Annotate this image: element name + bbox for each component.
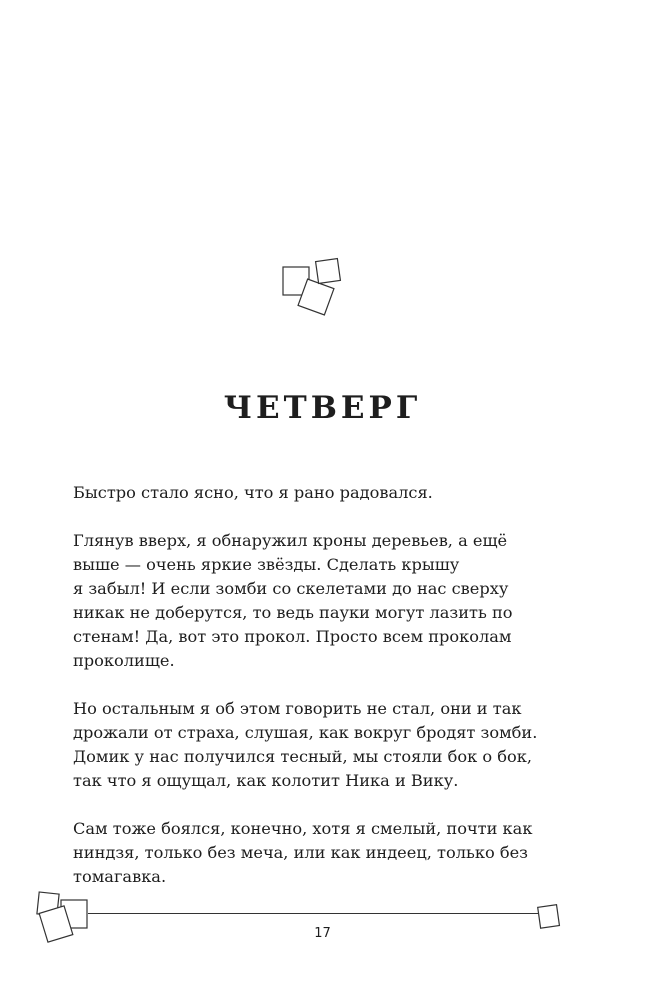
page-number: 17 (314, 926, 331, 941)
line-p3-0: Сам тоже боялся, конечно, хотя я смелый, почти как (73, 819, 533, 838)
footer-rule (88, 913, 538, 914)
line-p2-1: дрожали от страха, слушая, как вокруг бродят зомби. (73, 723, 538, 742)
line-p2-3: так что я ощущал, как колотит Ника и Вику. (73, 771, 459, 790)
line-p1-5: проколище. (73, 651, 175, 670)
line-p0-0: Быстро стало ясно, что я рано радовался. (73, 483, 433, 502)
footer-squares-left-icon (35, 890, 95, 950)
line-p1-0: Глянув вверх, я обнаружил кроны деревьев, а ещё (73, 531, 508, 550)
line-p1-3: никак не доберутся, то ведь пауки могут лазить по (73, 603, 513, 622)
line-p1-2: я забыл! И если зомби со скелетами до нас сверху (73, 579, 509, 598)
chapter-title: ЧЕТВЕРГ (223, 390, 422, 426)
line-p2-0: Но остальным я об этом говорить не стал, они и так (73, 699, 522, 718)
line-p3-2: томагавка. (73, 867, 167, 886)
line-p1-4: стенам! Да, вот это прокол. Просто всем проколам (73, 627, 512, 646)
line-p2-2: Домик у нас получился тесный, мы стояли бок о бок, (73, 747, 532, 766)
line-p3-1: ниндзя, только без меча, или как индеец, только без (73, 843, 528, 862)
decorative-squares-icon (280, 255, 350, 315)
line-p1-1: выше — очень яркие звёзды. Сделать крышу (73, 555, 460, 574)
